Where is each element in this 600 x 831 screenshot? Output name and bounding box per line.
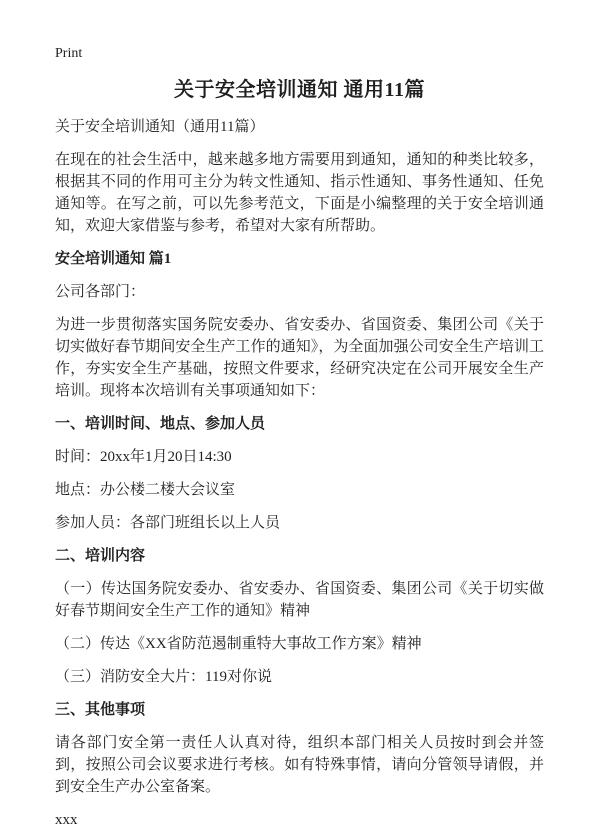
closing-paragraph: 请各部门安全第一责任人认真对待，组织本部门相关人员按时到会并签到，按照公司会议要求进行考核。如有特殊事情，请向分管领导请假，并到安全生产办公室备案。 [55,735,544,795]
signature: xxx [55,812,78,828]
subtitle: 关于安全培训通知（通用11篇） [55,119,265,135]
print-link[interactable]: Print [55,46,83,61]
training-time-line: 时间：20xx年1月20日14:30 [55,449,232,465]
training-location-line: 地点：办公楼二楼大会议室 [55,482,236,498]
section-3-heading: 三、其他事项 [55,702,146,718]
section-1-heading: 一、培训时间、地点、参加人员 [55,416,266,432]
training-attendees-line: 参加人员：各部门班组长以上人员 [55,515,281,531]
intro-paragraph: 在现在的社会生活中，越来越多地方需要用到通知，通知的种类比较多，根据其不同的作用可主分为转文性通知、指示性通知、事务性通知、任免通知等。在写之前，可以先参考范文，下面是小编整理的关于安全培训通知，欢迎大家借鉴与参考，希望对大家有所帮助。 [55,152,544,234]
content-item-2: （二）传达《XX省防范遏制重特大事故工作方案》精神 [55,636,422,652]
content-item-3: （三）消防安全大片：119对你说 [55,669,272,685]
article-heading: 安全培训通知 篇1 [55,251,172,267]
opening-paragraph: 为进一步贯彻落实国务院安委办、省安委办、省国资委、集团公司《关于切实做好春节期间安全生产工作的通知》，为全面加强公司安全生产培训工作，夯实安全生产基础，按照文件要求，经研究决定在公司开展安全生产培训。现将本次培训有关事项通知如下： [55,317,544,399]
section-2-heading: 二、培训内容 [55,548,146,564]
page-title: 关于安全培训通知 通用11篇 [174,79,425,101]
content-item-1: （一）传达国务院安委办、省安委办、省国资委、集团公司《关于切实做好春节期间安全生产工作的通知》精神 [55,581,544,619]
salutation: 公司各部门： [55,284,146,300]
document-body [55,116,544,831]
